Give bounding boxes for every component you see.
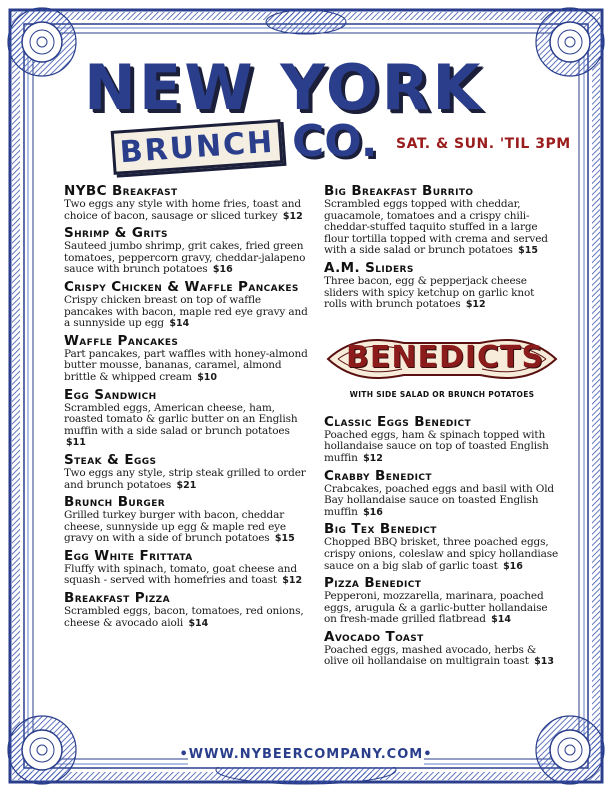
- menu-item-details: [324, 276, 560, 311]
- menu-item-name: Classic Eggs Benedict: [324, 413, 472, 430]
- menu-item-price: $12: [282, 575, 303, 587]
- menu-item: [64, 453, 308, 491]
- menu-item-description: Pepperoni, mozzarella, marinara, poached eggs, arugula & a garlic-butter hollandaise on fresh-made grilled flatbread: [324, 590, 548, 626]
- menu-item-details: [324, 591, 560, 626]
- menu-item: [324, 415, 560, 465]
- menu-item-price: $14: [491, 614, 512, 626]
- title-new-york: NEW YORK: [84, 51, 484, 124]
- menu-item-name: Brunch Burger: [64, 494, 166, 511]
- menu-item-price: $12: [282, 210, 303, 222]
- menu-item-price: $10: [197, 371, 218, 383]
- menu-item-price: $11: [66, 437, 86, 449]
- menu-item-name: A.M. Sliders: [324, 259, 414, 276]
- menu-item-name: NYBC Breakfast: [64, 183, 178, 199]
- menu-column-right: [324, 184, 560, 672]
- menu-item-description: Fluffy with spinach, tomato, goat cheese and squash - served with homefries and toast: [64, 562, 297, 587]
- menu-item: [64, 495, 308, 545]
- menu-item-price: $16: [503, 560, 523, 572]
- menu-item-details: [64, 403, 308, 449]
- menu-item-price: $14: [169, 318, 190, 330]
- menu-item-name: Egg Sandwich: [64, 386, 157, 403]
- menu-item-details: [64, 241, 308, 276]
- menu-item-price: $21: [176, 479, 197, 491]
- menu-item-description: Part pancakes, part waffles with honey-almond butter mousse, bananas, caramel, almond brittle & whipped cream: [64, 347, 308, 383]
- menu-item-description: Poached eggs, ham & spinach topped with hollandaise sauce on top of toasted English muffin: [324, 428, 549, 464]
- menu-item-details: [324, 645, 560, 668]
- menu-item-description: Two eggs any style, strip steak grilled to order and brunch potatoes: [64, 466, 306, 491]
- title-co: CO.: [292, 116, 378, 167]
- menu-item: [324, 261, 560, 311]
- menu-list-right-top: [324, 184, 560, 311]
- menu-item-details: [324, 484, 560, 519]
- menu-item-details: [324, 430, 560, 465]
- menu-column-left: [64, 184, 308, 633]
- menu-item-description: Scrambled eggs topped with cheddar, guacamole, tomatoes and a crispy chili-cheddar-stuffed taquito stuffed in a large flour tortilla topped with crema and served with a side salad or brunch potatoes: [324, 198, 548, 257]
- brunch-badge: [111, 119, 284, 175]
- menu-item: [64, 549, 308, 587]
- menu-item-details: [64, 468, 308, 491]
- menu-item: [324, 469, 560, 519]
- menu-item: [324, 184, 560, 257]
- menu-list-right-bottom: [324, 415, 560, 668]
- menu-item-name: Pizza Benedict: [324, 575, 422, 592]
- website-url: •WWW.NYBEERCOMPANY.COM•: [179, 746, 433, 762]
- menu-item-description: Scrambled eggs, bacon, tomatoes, red onions, cheese & avocado aioli: [64, 605, 304, 629]
- benedicts-subtitle: WITH SIDE SALAD OR BRUNCH POTATOES: [349, 389, 535, 399]
- menu-item-price: $12: [363, 452, 383, 464]
- website-footer: [179, 741, 433, 767]
- menu-item: [64, 184, 308, 222]
- menu-item-description: Three bacon, egg & pepperjack cheese sliders with spicy ketchup on garlic knot rolls with brunch potatoes: [324, 274, 535, 311]
- menu-item-name: Crispy Chicken & Waffle Pancakes: [64, 278, 299, 295]
- menu-item: [64, 280, 308, 330]
- menu-item-description: Crabcakes, poached eggs and basil with Old Bay hollandaise sauce on toasted English muffin: [324, 482, 554, 518]
- menu-item-name: Big Tex Benedict: [324, 521, 437, 538]
- menu-item-description: Sauteed jumbo shrimp, grit cakes, fried green tomatoes, peppercorn gravy, cheddar-jalapeno sauce with brunch potatoes: [64, 240, 306, 276]
- menu-item-details: [64, 199, 308, 222]
- menu-item-details: [64, 564, 308, 587]
- menu-item-price: $15: [518, 245, 538, 257]
- menu-item: [324, 630, 560, 668]
- menu-item-price: $13: [534, 656, 554, 668]
- menu-item-details: [64, 510, 308, 545]
- menu-item-name: Crabby Benedict: [324, 467, 432, 484]
- benedicts-title: BENEDICTS: [346, 339, 545, 375]
- menu-item-price: $16: [363, 506, 383, 518]
- menu-item: [64, 334, 308, 384]
- menu-item-description: Chopped BBQ brisket, three poached eggs, crispy onions, coleslaw and spicy hollandiase sauce on a big slab of garlic toast: [324, 536, 559, 572]
- menu-item-name: Waffle Pancakes: [64, 332, 179, 349]
- menu-item-details: [64, 295, 308, 330]
- menu-item-price: $14: [188, 617, 209, 629]
- menu-item-name: Big Breakfast Burrito: [324, 183, 474, 199]
- menu-item-price: $15: [274, 533, 295, 545]
- menu-item-description: Two eggs any style with home fries, toast and choice of bacon, sausage or sliced turkey: [64, 198, 301, 222]
- menu-item: [324, 576, 560, 626]
- menu-item-name: Steak & Eggs: [64, 451, 157, 468]
- hours-text: SAT. & SUN. 'TIL 3PM: [396, 136, 571, 152]
- menu-header: [0, 0, 612, 180]
- menu-item-description: Grilled turkey burger with bacon, cheddar cheese, sunnyside up egg & maple red eye gravy on with a side of brunch potatoes: [64, 509, 286, 545]
- menu-item-name: Shrimp & Grits: [64, 225, 168, 242]
- menu-item: [324, 522, 560, 572]
- menu-item-details: [64, 349, 308, 384]
- menu-item: [64, 388, 308, 449]
- title-brunch: BRUNCH: [118, 124, 276, 170]
- menu-item-description: Poached eggs, mashed avocado, herbs & olive oil hollandaise on multigrain toast: [324, 643, 537, 668]
- menu-item-name: Egg White Frittata: [64, 547, 193, 564]
- menu-item-name: Breakfast Pizza: [64, 590, 170, 607]
- menu-item-price: $12: [465, 299, 486, 311]
- menu-item-details: [324, 199, 560, 257]
- menu-item-name: Avocado Toast: [324, 628, 424, 645]
- menu-item: [64, 591, 308, 629]
- benedicts-banner: [324, 329, 560, 409]
- menu-item-price: $16: [212, 264, 233, 276]
- menu-item-details: [324, 537, 560, 572]
- menu-item-details: [64, 606, 308, 629]
- menu-item-description: Crispy chicken breast on top of waffle pancakes with bacon, maple red eye gravy and a sunnyside up egg: [64, 293, 308, 330]
- menu-item: [64, 226, 308, 276]
- menu-item-description: Scrambled eggs, American cheese, ham, roasted tomato & garlic butter on an English muffin with a side salad or brunch potatoes: [64, 401, 298, 437]
